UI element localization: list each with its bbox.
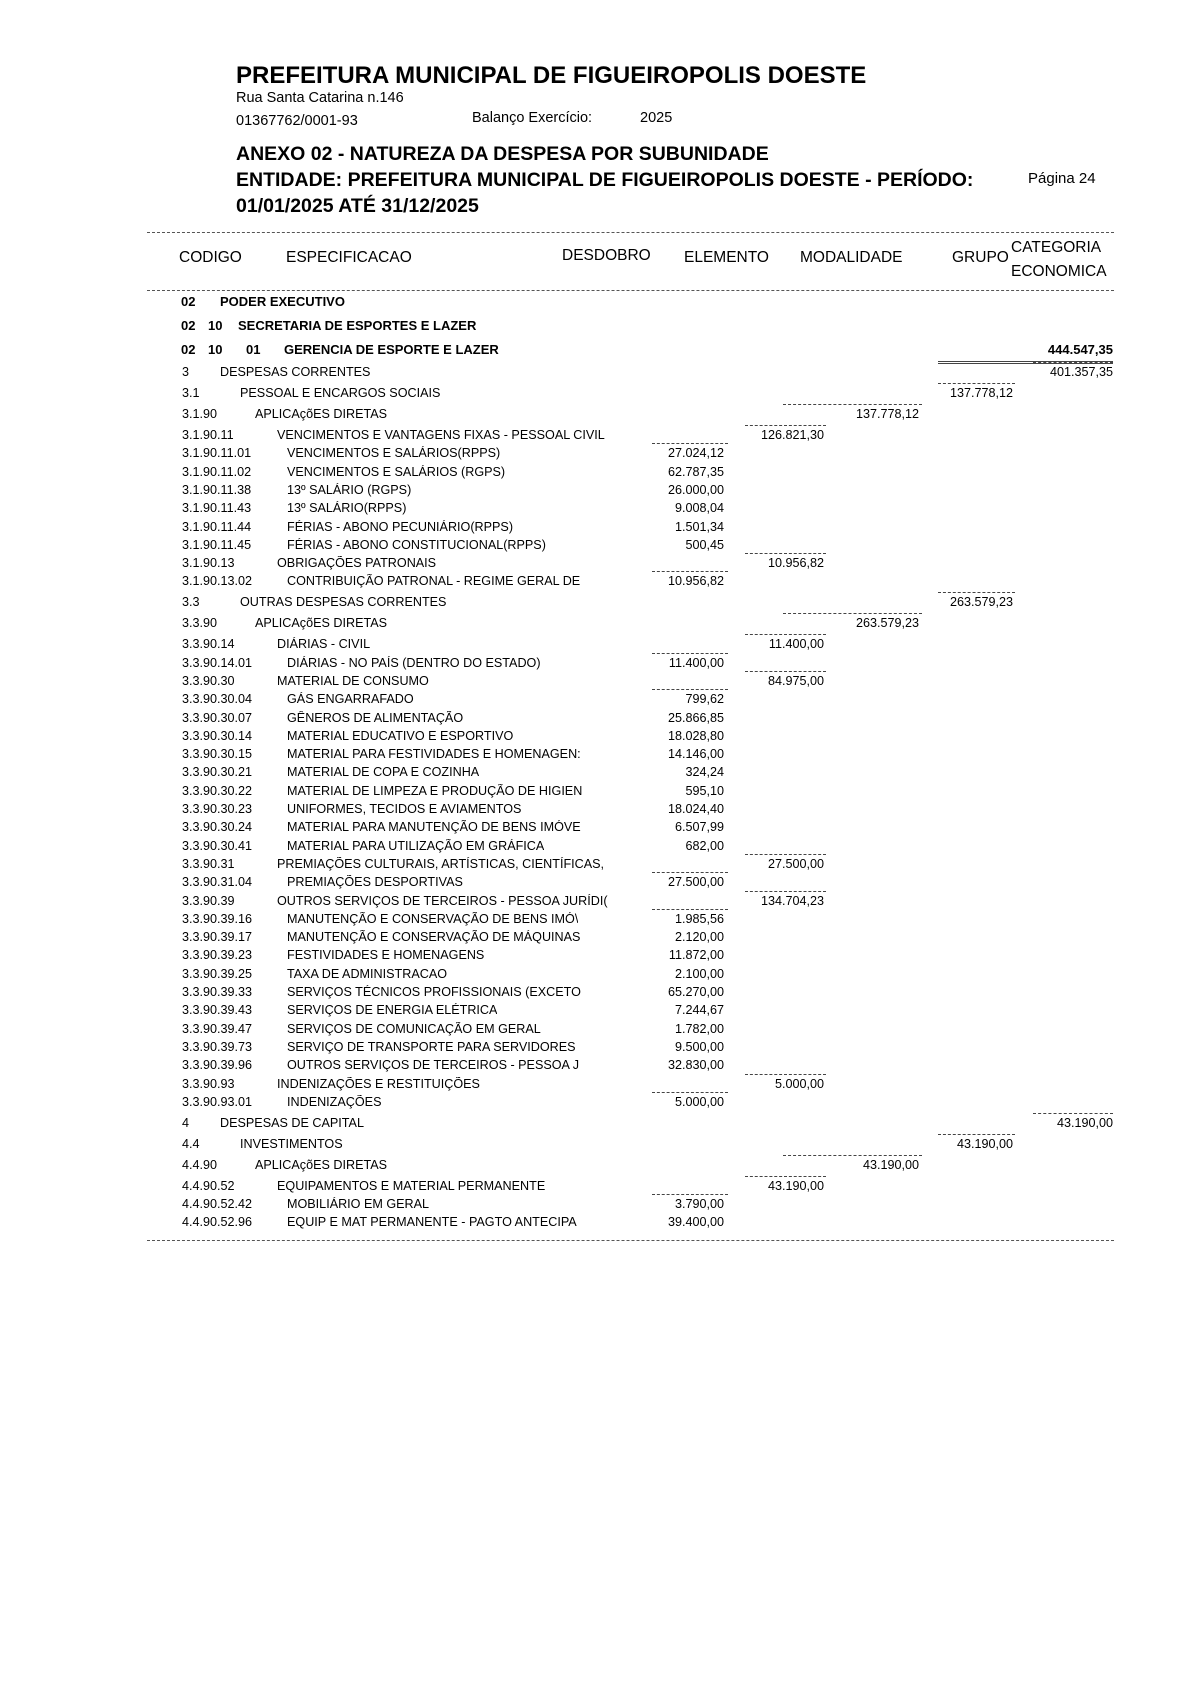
value-separator-line bbox=[652, 1194, 728, 1195]
row-value-desdobro: 3.790,00 bbox=[674, 1197, 724, 1211]
row-code: 4.4.90.52.42 bbox=[182, 1197, 253, 1211]
table-row bbox=[0, 556, 1191, 574]
table-row bbox=[0, 407, 1191, 425]
row-description: MATERIAL EDUCATIVO E ESPORTIVO bbox=[287, 729, 514, 743]
table-row bbox=[0, 428, 1191, 446]
row-value-desdobro: 26.000,00 bbox=[667, 483, 724, 497]
row-value-desdobro: 14.146,00 bbox=[667, 747, 724, 761]
col-grupo: GRUPO bbox=[952, 249, 1009, 266]
report-title: PREFEITURA MUNICIPAL DE FIGUEIROPOLIS DOESTE bbox=[236, 62, 867, 89]
row-value-elemento: 10.956,82 bbox=[767, 556, 824, 570]
row-value-desdobro: 27.024,12 bbox=[667, 446, 724, 460]
row-value-categoria: 401.357,35 bbox=[1049, 365, 1113, 379]
row-code: 3.3.90.30.24 bbox=[182, 820, 253, 834]
row-code: 3.1.90.13.02 bbox=[182, 574, 253, 588]
row-value-desdobro: 18.028,80 bbox=[667, 729, 724, 743]
unit-code-part: 01 bbox=[246, 342, 261, 357]
table-row bbox=[0, 483, 1191, 501]
row-code: 3.3.90.39.43 bbox=[182, 1003, 253, 1017]
value-separator-line bbox=[783, 613, 922, 614]
page-number: Página 24 bbox=[1028, 170, 1096, 187]
table-row bbox=[0, 747, 1191, 765]
table-row bbox=[0, 637, 1191, 655]
table-row bbox=[0, 912, 1191, 930]
row-code: 3.3.90.39.17 bbox=[182, 930, 253, 944]
row-code: 3.1.90.11.38 bbox=[182, 483, 252, 497]
row-code: 3.3.90.39.96 bbox=[182, 1058, 253, 1072]
row-value-elemento: 5.000,00 bbox=[774, 1077, 824, 1091]
row-description: INVESTIMENTOS bbox=[240, 1137, 343, 1151]
row-code: 3.3.90.39.25 bbox=[182, 967, 253, 981]
row-description: APLICAçõES DIRETAS bbox=[255, 407, 388, 421]
unit-label: SECRETARIA DE ESPORTES E LAZER bbox=[238, 318, 477, 333]
row-code: 4.4 bbox=[182, 1137, 200, 1151]
row-description: 13º SALÁRIO(RPPS) bbox=[287, 501, 407, 515]
row-value-elemento: 134.704,23 bbox=[760, 894, 824, 908]
row-description: DIÁRIAS - NO PAÍS (DENTRO DO ESTADO) bbox=[287, 656, 541, 670]
row-value-desdobro: 62.787,35 bbox=[667, 465, 724, 479]
row-description: DESPESAS DE CAPITAL bbox=[220, 1116, 364, 1130]
row-value-desdobro: 324,24 bbox=[685, 765, 724, 779]
row-description: PREMIAÇÕES CULTURAIS, ARTÍSTICAS, CIENTÍFICAS, bbox=[277, 857, 605, 871]
row-description: FÉRIAS - ABONO CONSTITUCIONAL(RPPS) bbox=[287, 538, 546, 552]
value-separator-line bbox=[745, 891, 826, 892]
row-value-desdobro: 595,10 bbox=[685, 784, 724, 798]
row-description: OBRIGAÇÕES PATRONAIS bbox=[277, 556, 437, 570]
value-separator-line bbox=[783, 1155, 922, 1156]
table-row bbox=[0, 784, 1191, 802]
table-row bbox=[0, 674, 1191, 692]
row-description: MANUTENÇÃO E CONSERVAÇÃO DE MÁQUINAS bbox=[287, 930, 581, 944]
table-row bbox=[0, 985, 1191, 1003]
row-value-desdobro: 682,00 bbox=[685, 839, 724, 853]
anexo-title: ANEXO 02 - NATUREZA DA DESPESA POR SUBUNIDADE bbox=[236, 143, 769, 165]
table-row bbox=[0, 386, 1191, 404]
row-code: 3.3.90.30.22 bbox=[182, 784, 253, 798]
row-description: MANUTENÇÃO E CONSERVAÇÃO DE BENS IMÓ\ bbox=[287, 912, 579, 926]
row-code: 3.3.90.30.07 bbox=[182, 711, 253, 725]
row-value-desdobro: 2.100,00 bbox=[674, 967, 724, 981]
value-separator-line bbox=[745, 553, 826, 554]
balanco-label: Balanço Exercício: bbox=[472, 110, 593, 126]
row-description: FÉRIAS - ABONO PECUNIÁRIO(RPPS) bbox=[287, 520, 514, 534]
row-value-desdobro: 11.400,00 bbox=[668, 656, 724, 670]
row-description: MATERIAL PARA MANUTENÇÃO DE BENS IMÓVE bbox=[287, 820, 581, 834]
value-separator-line bbox=[938, 592, 1015, 593]
table-row bbox=[0, 894, 1191, 912]
table-row bbox=[0, 1040, 1191, 1058]
value-separator-line bbox=[783, 404, 922, 405]
row-code: 4.4.90.52.96 bbox=[182, 1215, 253, 1229]
value-separator-line bbox=[1033, 1113, 1113, 1114]
row-description: VENCIMENTOS E SALÁRIOS(RPPS) bbox=[287, 446, 501, 460]
row-code: 3.1.90.13 bbox=[182, 556, 235, 570]
row-code: 3.3.90.30 bbox=[182, 674, 235, 688]
table-row bbox=[0, 839, 1191, 857]
table-row bbox=[0, 802, 1191, 820]
table-row bbox=[0, 692, 1191, 710]
row-description: GÊNEROS DE ALIMENTAÇÃO bbox=[287, 711, 464, 725]
row-code: 3.3.90.39.47 bbox=[182, 1022, 253, 1036]
value-separator-line bbox=[938, 1134, 1015, 1135]
row-description: MATERIAL DE COPA E COZINHA bbox=[287, 765, 480, 779]
row-description: TAXA DE ADMINISTRACAO bbox=[287, 967, 448, 981]
table-row bbox=[0, 948, 1191, 966]
row-code: 3.3.90.14.01 bbox=[182, 656, 253, 670]
header-divider-bottom bbox=[147, 290, 1114, 291]
row-value-desdobro: 1.782,00 bbox=[674, 1022, 724, 1036]
unit-code-part: 02 bbox=[181, 342, 196, 357]
row-code: 3.1.90.11.43 bbox=[182, 501, 252, 515]
row-code: 3.3.90.14 bbox=[182, 637, 235, 651]
row-code: 4.4.90 bbox=[182, 1158, 218, 1172]
row-description: GÁS ENGARRAFADO bbox=[287, 692, 414, 706]
row-value-desdobro: 5.000,00 bbox=[674, 1095, 724, 1109]
row-value-desdobro: 799,62 bbox=[685, 692, 724, 706]
table-row bbox=[0, 616, 1191, 634]
row-description: SERVIÇOS TÉCNICOS PROFISSIONAIS (EXCETO bbox=[287, 985, 581, 999]
table-row bbox=[0, 538, 1191, 556]
row-value-desdobro: 2.120,00 bbox=[674, 930, 724, 944]
value-separator-line bbox=[745, 634, 826, 635]
row-code: 3.3.90.30.41 bbox=[182, 839, 253, 853]
value-separator-line bbox=[745, 671, 826, 672]
table-row bbox=[0, 875, 1191, 893]
row-code: 3.3.90.31 bbox=[182, 857, 235, 871]
row-description: VENCIMENTOS E SALÁRIOS (RGPS) bbox=[287, 465, 506, 479]
row-description: APLICAçõES DIRETAS bbox=[255, 1158, 388, 1172]
table-row bbox=[0, 857, 1191, 875]
address: Rua Santa Catarina n.146 bbox=[236, 90, 404, 106]
col-modalidade: MODALIDADE bbox=[800, 249, 903, 266]
row-description: EQUIPAMENTOS E MATERIAL PERMANENTE bbox=[277, 1179, 546, 1193]
col-economica: ECONOMICA bbox=[1011, 263, 1107, 280]
table-row bbox=[0, 574, 1191, 592]
unit-code-part: 10 bbox=[208, 342, 223, 357]
table-row bbox=[0, 1179, 1191, 1197]
table-row bbox=[0, 501, 1191, 519]
unit-code-part: 02 bbox=[181, 294, 196, 309]
unit-header bbox=[0, 342, 1191, 360]
row-code: 3.3.90.30.15 bbox=[182, 747, 253, 761]
row-description: MATERIAL DE LIMPEZA E PRODUÇÃO DE HIGIEN bbox=[287, 784, 583, 798]
unit-label: PODER EXECUTIVO bbox=[220, 294, 345, 309]
row-value-modalidade: 137.778,12 bbox=[855, 407, 919, 421]
row-description: CONTRIBUIÇÃO PATRONAL - REGIME GERAL DE bbox=[287, 574, 581, 588]
row-description: OUTRAS DESPESAS CORRENTES bbox=[240, 595, 447, 609]
row-value-elemento: 126.821,30 bbox=[760, 428, 824, 442]
row-value-elemento: 43.190,00 bbox=[767, 1179, 824, 1193]
row-code: 3.3.90.39.23 bbox=[182, 948, 253, 962]
table-row bbox=[0, 1215, 1191, 1233]
value-separator-line bbox=[938, 383, 1015, 384]
unit-code-part: 02 bbox=[181, 318, 196, 333]
header-divider-top bbox=[147, 232, 1114, 233]
row-code: 3.3.90.39 bbox=[182, 894, 235, 908]
row-value-desdobro: 25.866,85 bbox=[667, 711, 724, 725]
row-value-desdobro: 39.400,00 bbox=[667, 1215, 724, 1229]
row-description: PREMIAÇÕES DESPORTIVAS bbox=[287, 875, 463, 889]
row-value-desdobro: 9.008,04 bbox=[674, 501, 724, 515]
table-row bbox=[0, 520, 1191, 538]
row-description: UNIFORMES, TECIDOS E AVIAMENTOS bbox=[287, 802, 522, 816]
table-row bbox=[0, 711, 1191, 729]
table-row bbox=[0, 1116, 1191, 1134]
row-code: 3.3.90 bbox=[182, 616, 218, 630]
row-description: DIÁRIAS - CIVIL bbox=[277, 637, 371, 651]
table-row bbox=[0, 1077, 1191, 1095]
row-value-desdobro: 11.872,00 bbox=[668, 948, 724, 962]
row-value-grupo: 43.190,00 bbox=[956, 1137, 1013, 1151]
row-code: 3 bbox=[182, 365, 190, 379]
table-row bbox=[0, 1022, 1191, 1040]
value-separator-line bbox=[652, 571, 728, 572]
row-description: 13º SALÁRIO (RGPS) bbox=[287, 483, 412, 497]
unit-header bbox=[0, 294, 1191, 312]
row-description: SERVIÇO DE TRANSPORTE PARA SERVIDORES bbox=[287, 1040, 576, 1054]
value-separator-line bbox=[652, 689, 728, 690]
row-code: 3.3.90.30.21 bbox=[182, 765, 253, 779]
row-code: 3.3.90.39.33 bbox=[182, 985, 253, 999]
row-description: INDENIZAÇÕES E RESTITUIÇÕES bbox=[277, 1077, 480, 1091]
table-row bbox=[0, 1197, 1191, 1215]
row-code: 4 bbox=[182, 1116, 190, 1130]
row-description: OUTROS SERVIÇOS DE TERCEIROS - PESSOA J bbox=[287, 1058, 580, 1072]
value-separator-line bbox=[745, 1074, 826, 1075]
row-description: EQUIP E MAT PERMANENTE - PAGTO ANTECIPA bbox=[287, 1215, 577, 1229]
table-row bbox=[0, 1158, 1191, 1176]
unit-code-part: 10 bbox=[208, 318, 223, 333]
row-code: 3.1.90.11.02 bbox=[182, 465, 252, 479]
col-codigo: CODIGO bbox=[179, 249, 242, 266]
table-end-divider bbox=[147, 1240, 1114, 1241]
table-row bbox=[0, 729, 1191, 747]
entidade-title: ENTIDADE: PREFEITURA MUNICIPAL DE FIGUEIROPOLIS DOESTE - PERÍODO: bbox=[236, 169, 974, 191]
row-code: 3.3.90.30.04 bbox=[182, 692, 253, 706]
table-row bbox=[0, 446, 1191, 464]
value-separator-line bbox=[745, 1176, 826, 1177]
row-value-desdobro: 65.270,00 bbox=[667, 985, 724, 999]
row-value-desdobro: 32.830,00 bbox=[667, 1058, 724, 1072]
row-value-desdobro: 1.985,56 bbox=[674, 912, 724, 926]
balanco-year: 2025 bbox=[640, 110, 673, 126]
col-categoria: CATEGORIA bbox=[1011, 239, 1102, 256]
row-description: MOBILIÁRIO EM GERAL bbox=[287, 1197, 430, 1211]
row-description: MATERIAL PARA FESTIVIDADES E HOMENAGEN: bbox=[287, 747, 581, 761]
row-code: 4.4.90.52 bbox=[182, 1179, 235, 1193]
row-code: 3.3 bbox=[182, 595, 200, 609]
row-value-desdobro: 6.507,99 bbox=[674, 820, 724, 834]
row-code: 3.3.90.93.01 bbox=[182, 1095, 253, 1109]
row-description: MATERIAL DE CONSUMO bbox=[277, 674, 429, 688]
col-elemento: ELEMENTO bbox=[684, 249, 769, 266]
table-row bbox=[0, 930, 1191, 948]
row-description: SERVIÇOS DE COMUNICAÇÃO EM GERAL bbox=[287, 1022, 541, 1036]
value-separator-line bbox=[1033, 362, 1113, 363]
row-code: 3.1.90.11.01 bbox=[182, 446, 252, 460]
row-code: 3.1 bbox=[182, 386, 200, 400]
row-value-desdobro: 7.244,67 bbox=[674, 1003, 724, 1017]
row-value-desdobro: 500,45 bbox=[685, 538, 724, 552]
table-row bbox=[0, 656, 1191, 674]
row-description: VENCIMENTOS E VANTAGENS FIXAS - PESSOAL CIVIL bbox=[277, 428, 605, 442]
row-code: 3.3.90.39.16 bbox=[182, 912, 253, 926]
row-description: PESSOAL E ENCARGOS SOCIAIS bbox=[240, 386, 441, 400]
table-row bbox=[0, 365, 1191, 383]
table-row bbox=[0, 595, 1191, 613]
row-description: MATERIAL PARA UTILIZAÇÃO EM GRÁFICA bbox=[287, 839, 545, 853]
row-code: 3.1.90 bbox=[182, 407, 218, 421]
value-separator-line bbox=[652, 443, 728, 444]
row-value-desdobro: 10.956,82 bbox=[667, 574, 724, 588]
row-value-elemento: 84.975,00 bbox=[767, 674, 824, 688]
row-code: 3.3.90.30.23 bbox=[182, 802, 253, 816]
col-desdobro: DESDOBRO bbox=[562, 247, 651, 264]
row-value-modalidade: 263.579,23 bbox=[855, 616, 919, 630]
table-row bbox=[0, 465, 1191, 483]
row-code: 3.3.90.30.14 bbox=[182, 729, 253, 743]
row-value-elemento: 11.400,00 bbox=[768, 637, 824, 651]
row-value-desdobro: 18.024,40 bbox=[667, 802, 724, 816]
table-row bbox=[0, 1137, 1191, 1155]
row-value-desdobro: 27.500,00 bbox=[667, 875, 724, 889]
row-code: 3.1.90.11.45 bbox=[182, 538, 252, 552]
row-code: 3.3.90.93 bbox=[182, 1077, 235, 1091]
row-description: SERVIÇOS DE ENERGIA ELÉTRICA bbox=[287, 1003, 498, 1017]
unit-total: 444.547,35 bbox=[1047, 342, 1113, 357]
row-value-grupo: 137.778,12 bbox=[949, 386, 1013, 400]
row-value-elemento: 27.500,00 bbox=[767, 857, 824, 871]
row-value-modalidade: 43.190,00 bbox=[862, 1158, 919, 1172]
table-row bbox=[0, 1095, 1191, 1113]
unit-label: GERENCIA DE ESPORTE E LAZER bbox=[284, 342, 499, 357]
row-code: 3.1.90.11 bbox=[182, 428, 234, 442]
value-separator-line bbox=[652, 872, 728, 873]
row-description: FESTIVIDADES E HOMENAGENS bbox=[287, 948, 485, 962]
table-row bbox=[0, 967, 1191, 985]
row-value-desdobro: 9.500,00 bbox=[674, 1040, 724, 1054]
row-code: 3.3.90.31.04 bbox=[182, 875, 253, 889]
row-code: 3.3.90.39.73 bbox=[182, 1040, 253, 1054]
value-separator-line bbox=[652, 909, 728, 910]
table-row bbox=[0, 1058, 1191, 1076]
table-row bbox=[0, 1003, 1191, 1021]
row-description: OUTROS SERVIÇOS DE TERCEIROS - PESSOA JURÍDI( bbox=[277, 894, 608, 908]
periodo-title: 01/01/2025 ATÉ 31/12/2025 bbox=[236, 195, 479, 217]
col-especificacao: ESPECIFICACAO bbox=[286, 249, 412, 266]
cnpj: 01367762/0001-93 bbox=[236, 113, 358, 129]
table-row bbox=[0, 820, 1191, 838]
row-value-categoria: 43.190,00 bbox=[1056, 1116, 1113, 1130]
row-description: INDENIZAÇÕES bbox=[287, 1095, 382, 1109]
value-separator-line bbox=[652, 1092, 728, 1093]
row-description: DESPESAS CORRENTES bbox=[220, 365, 371, 379]
table-row bbox=[0, 765, 1191, 783]
row-code: 3.1.90.11.44 bbox=[182, 520, 252, 534]
value-separator-line bbox=[652, 653, 728, 654]
row-value-grupo: 263.579,23 bbox=[949, 595, 1013, 609]
row-value-desdobro: 1.501,34 bbox=[674, 520, 724, 534]
value-separator-line bbox=[745, 854, 826, 855]
unit-header bbox=[0, 318, 1191, 336]
value-separator-line bbox=[745, 425, 826, 426]
row-description: APLICAçõES DIRETAS bbox=[255, 616, 388, 630]
